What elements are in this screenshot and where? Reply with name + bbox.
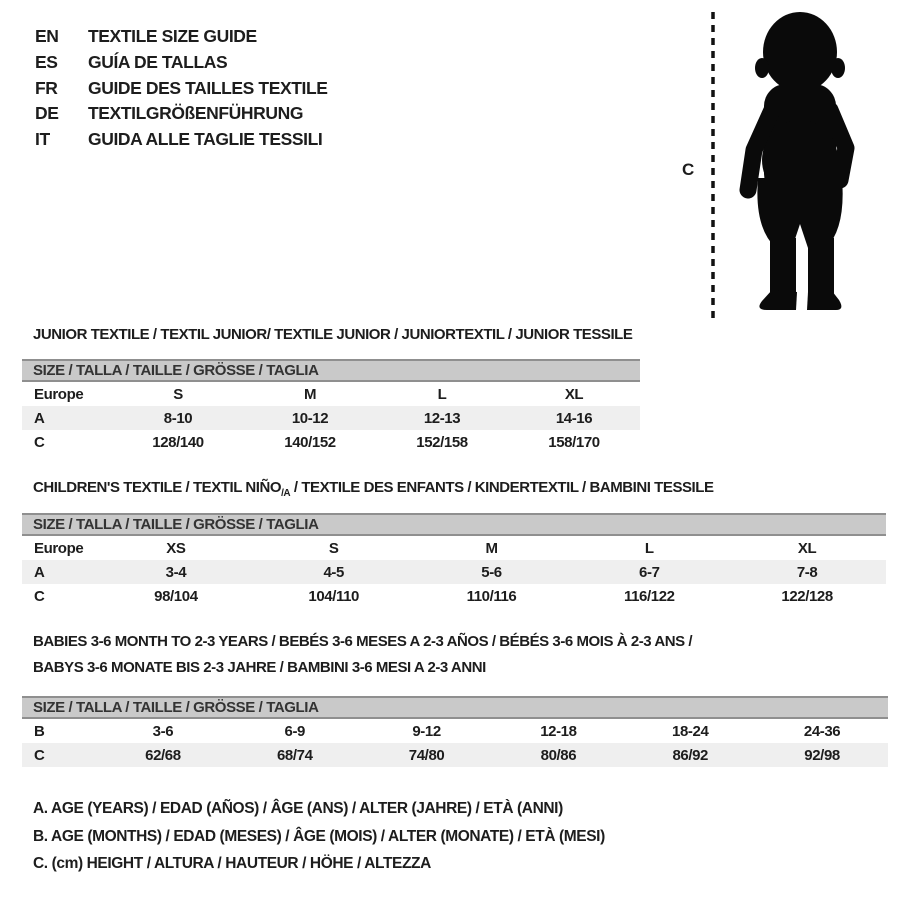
size-header-bar	[22, 696, 888, 719]
row-label-cell: C	[34, 433, 45, 451]
value-cell: 4-5	[323, 563, 344, 581]
language-title: GUIDE DES TAILLES TEXTILE	[88, 77, 328, 98]
value-cell: 116/122	[623, 587, 675, 605]
table-row-age	[22, 406, 640, 430]
size-header-label: SIZE / TALLA / TAILLE / GRÖSSE / TAGLIA	[33, 516, 319, 533]
value-cell: 12-13	[423, 409, 461, 427]
row-label-cell: C	[34, 587, 45, 605]
language-title: GUIDA ALLE TAGLIE TESSILI	[88, 129, 323, 150]
size-header-label: SIZE / TALLA / TAILLE / GRÖSSE / TAGLIA	[33, 699, 319, 716]
language-row-fr	[35, 76, 328, 102]
row-label-cell: B	[34, 722, 45, 740]
junior-section-title: JUNIOR TEXTILE / TEXTIL JUNIOR/ TEXTILE JUNIOR / JUNIORTEXTIL / JUNIOR TESSILE	[33, 326, 633, 343]
measure-legend	[33, 795, 605, 878]
language-code: EN	[35, 26, 59, 46]
value-cell: 14-16	[555, 409, 593, 427]
row-label-cell: Europe	[34, 385, 84, 403]
size-header-bar	[22, 359, 640, 382]
size-cell: S	[173, 385, 183, 403]
legend-age-years: A. AGE (YEARS) / EDAD (AÑOS) / ÂGE (ANS) / ALTER (JAHRE) / ETÀ (ANNI)	[33, 800, 563, 817]
table-row-height	[22, 743, 888, 767]
language-code: DE	[35, 103, 59, 124]
table-row-height	[22, 430, 640, 454]
row-label-cell: A	[34, 409, 45, 427]
value-cell: 110/116	[466, 587, 517, 605]
language-row-de	[35, 101, 328, 127]
language-title: TEXTILGRÖßENFÜHRUNG	[88, 103, 304, 124]
junior-size-table	[22, 359, 640, 454]
value-cell: 74/80	[408, 746, 445, 764]
value-cell: 98/104	[154, 587, 198, 605]
babies-title-line2: BABYS 3-6 MONATE BIS 2-3 JAHRE / BAMBINI 3-6 MESI A 2-3 ANNI	[33, 659, 486, 676]
language-row-es	[35, 50, 328, 76]
children-section-title	[33, 479, 714, 499]
size-cell: M	[485, 539, 498, 557]
legend-height-cm: C. (cm) HEIGHT / ALTURA / HAUTEUR / HÖHE / ALTEZZA	[33, 855, 431, 872]
size-cell: XL	[797, 539, 817, 557]
babies-title-line1: BABIES 3-6 MONTH TO 2-3 YEARS / BEBÉS 3-6 MESES A 2-3 AÑOS / BÉBÉS 3-6 MOIS À 2-3 ANS /	[33, 633, 693, 650]
size-cell: M	[303, 385, 317, 403]
value-cell: 8-10	[163, 409, 193, 427]
toddler-silhouette-icon	[724, 10, 876, 312]
size-cell: XL	[564, 385, 584, 403]
value-cell: 3-6	[152, 722, 174, 740]
value-cell: 140/152	[284, 433, 336, 451]
value-cell: 9-12	[412, 722, 441, 740]
children-title-sub: /A	[281, 488, 291, 499]
size-header-label: SIZE / TALLA / TAILLE / GRÖSSE / TAGLIA	[33, 362, 319, 379]
size-cell: L	[644, 539, 654, 557]
value-cell: 122/128	[781, 587, 833, 605]
language-row-it	[35, 127, 328, 153]
language-row-en	[35, 24, 328, 50]
legend-age-months: B. AGE (MONTHS) / EDAD (MESES) / ÂGE (MOIS) / ALTER (MONATE) / ETÀ (MESI)	[33, 827, 605, 845]
value-cell: 18-24	[672, 722, 709, 740]
height-dashed-line	[705, 10, 721, 320]
value-cell: 62/68	[145, 746, 181, 764]
size-cell: L	[437, 385, 447, 403]
value-cell: 10-12	[291, 409, 329, 427]
table-row-age-months	[22, 719, 888, 743]
table-row-europe	[22, 536, 886, 560]
size-cell: XS	[166, 539, 186, 557]
children-title-main: CHILDREN'S TEXTILE / TEXTIL NIÑO	[33, 479, 282, 496]
value-cell: 128/140	[152, 433, 204, 451]
value-cell: 5-6	[481, 563, 502, 581]
value-cell: 152/158	[416, 433, 468, 451]
babies-section-title	[33, 629, 692, 681]
value-cell: 104/110	[308, 587, 359, 605]
value-cell: 80/86	[540, 746, 577, 764]
table-row-age	[22, 560, 886, 584]
size-header-bar	[22, 513, 886, 536]
value-cell: 12-18	[540, 722, 577, 740]
row-label-cell: A	[34, 563, 45, 581]
row-label-cell: C	[34, 746, 45, 764]
value-cell: 24-36	[803, 722, 841, 740]
language-code: FR	[35, 77, 58, 98]
value-cell: 3-4	[165, 563, 187, 581]
language-title: GUÍA DE TALLAS	[88, 51, 228, 72]
value-cell: 158/170	[548, 433, 600, 451]
height-measure-label: C	[682, 160, 695, 179]
table-row-europe	[22, 382, 640, 406]
value-cell: 6-7	[639, 563, 660, 581]
value-cell: 68/74	[276, 746, 313, 764]
children-title-rest: / TEXTILE DES ENFANTS / KINDERTEXTIL / BAMBINI TESSILE	[290, 479, 714, 496]
value-cell: 86/92	[672, 746, 708, 764]
value-cell: 92/98	[804, 746, 840, 764]
language-list	[35, 24, 328, 153]
value-cell: 6-9	[284, 722, 305, 740]
language-code: IT	[35, 129, 50, 150]
value-cell: 7-8	[796, 563, 818, 581]
babies-size-table	[22, 696, 888, 767]
language-code: ES	[35, 51, 58, 72]
row-label-cell: Europe	[34, 539, 84, 557]
children-size-table	[22, 513, 886, 608]
size-cell: S	[328, 539, 339, 557]
table-row-height	[22, 584, 886, 608]
language-title: TEXTILE SIZE GUIDE	[88, 26, 257, 46]
